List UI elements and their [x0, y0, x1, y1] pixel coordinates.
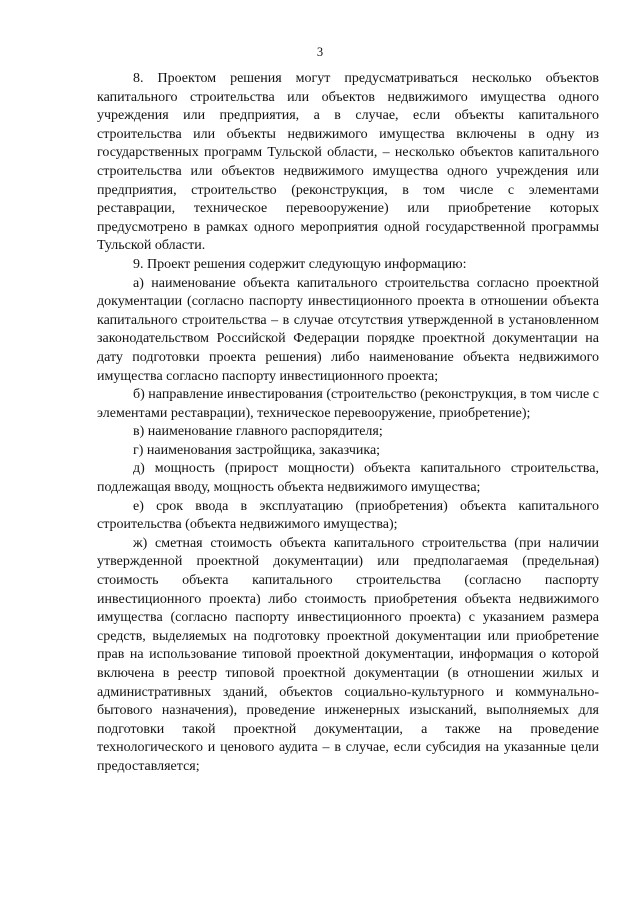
paragraph-8: 8. Проектом решения могут предусматриваться несколько объектов капитального строительства или объектов недвижимого имущества одного учреждения или предприятия, а в случае, если объекты капитального строительства или объекты недвижимого имущества включены в одну из государственных программ Тульской области, – несколько объектов капитального строительства или объектов недвижимого имущества одного учреждения или предприятия, строительство (реконструкция, в том числе с элементами реставрации, техническое перевооружение) или приобретение которых предусмотрено в рамках одного мероприятия одной государственной программы Тульской области. [97, 71, 599, 254]
document-body [97, 70, 599, 777]
item-b: б) направление инвестирования (строительство (реконструкция, в том числе с элементами реставрации), техническое перевооружение, приобретение); [97, 387, 599, 421]
item-v: в) наименование главного распорядителя; [133, 424, 383, 440]
item-a: а) наименование объекта капитального строительства согласно проектной документации (согласно паспорту инвестиционного проекта в отношении объекта капитального строительства – в случае отсутствия утвержденной в установленном законодательством Российской Федерации порядке проектной документации на дату подготовки проекта решения) либо наименование объекта недвижимого имущества согласно паспорту инвестиционного проекта; [97, 275, 599, 384]
paragraph-9: 9. Проект решения содержит следующую информацию: [133, 256, 467, 272]
item-d: д) мощность (прирост мощности) объекта капитального строительства, подлежащая вводу, мощность объекта недвижимого имущества; [97, 461, 599, 496]
item-zh: ж) сметная стоимость объекта капитального строительства (при наличии утвержденной проектной документации) или предполагаемая (предельная) стоимость объекта капитального строительства (согласно паспорту инвестиционного проекта) либо стоимость приобретения объекта недвижимого имущества (согласно паспорту инвестиционного проекта) с указанием размера средств, выделяемых на подготовку проектной документации или приобретение прав на использование типовой проектной документации, информация о которой включена в реестр типовой проектной документации (в отношении жилых и административных зданий, объектов социально-культурного и коммунально-бытового назначения), проведение инженерных изысканий, выполняемых для подготовки такой проектной документации, а также на проведение технологического и ценового аудита – в случае, если субсидия на указанные цели предоставляется; [97, 535, 599, 774]
item-g: г) наименования застройщика, заказчика; [133, 442, 381, 458]
item-e: е) срок ввода в эксплуатацию (приобретения) объекта капитального строительства (объекта недвижимого имущества); [97, 498, 599, 533]
page-number: 3 [316, 45, 324, 59]
